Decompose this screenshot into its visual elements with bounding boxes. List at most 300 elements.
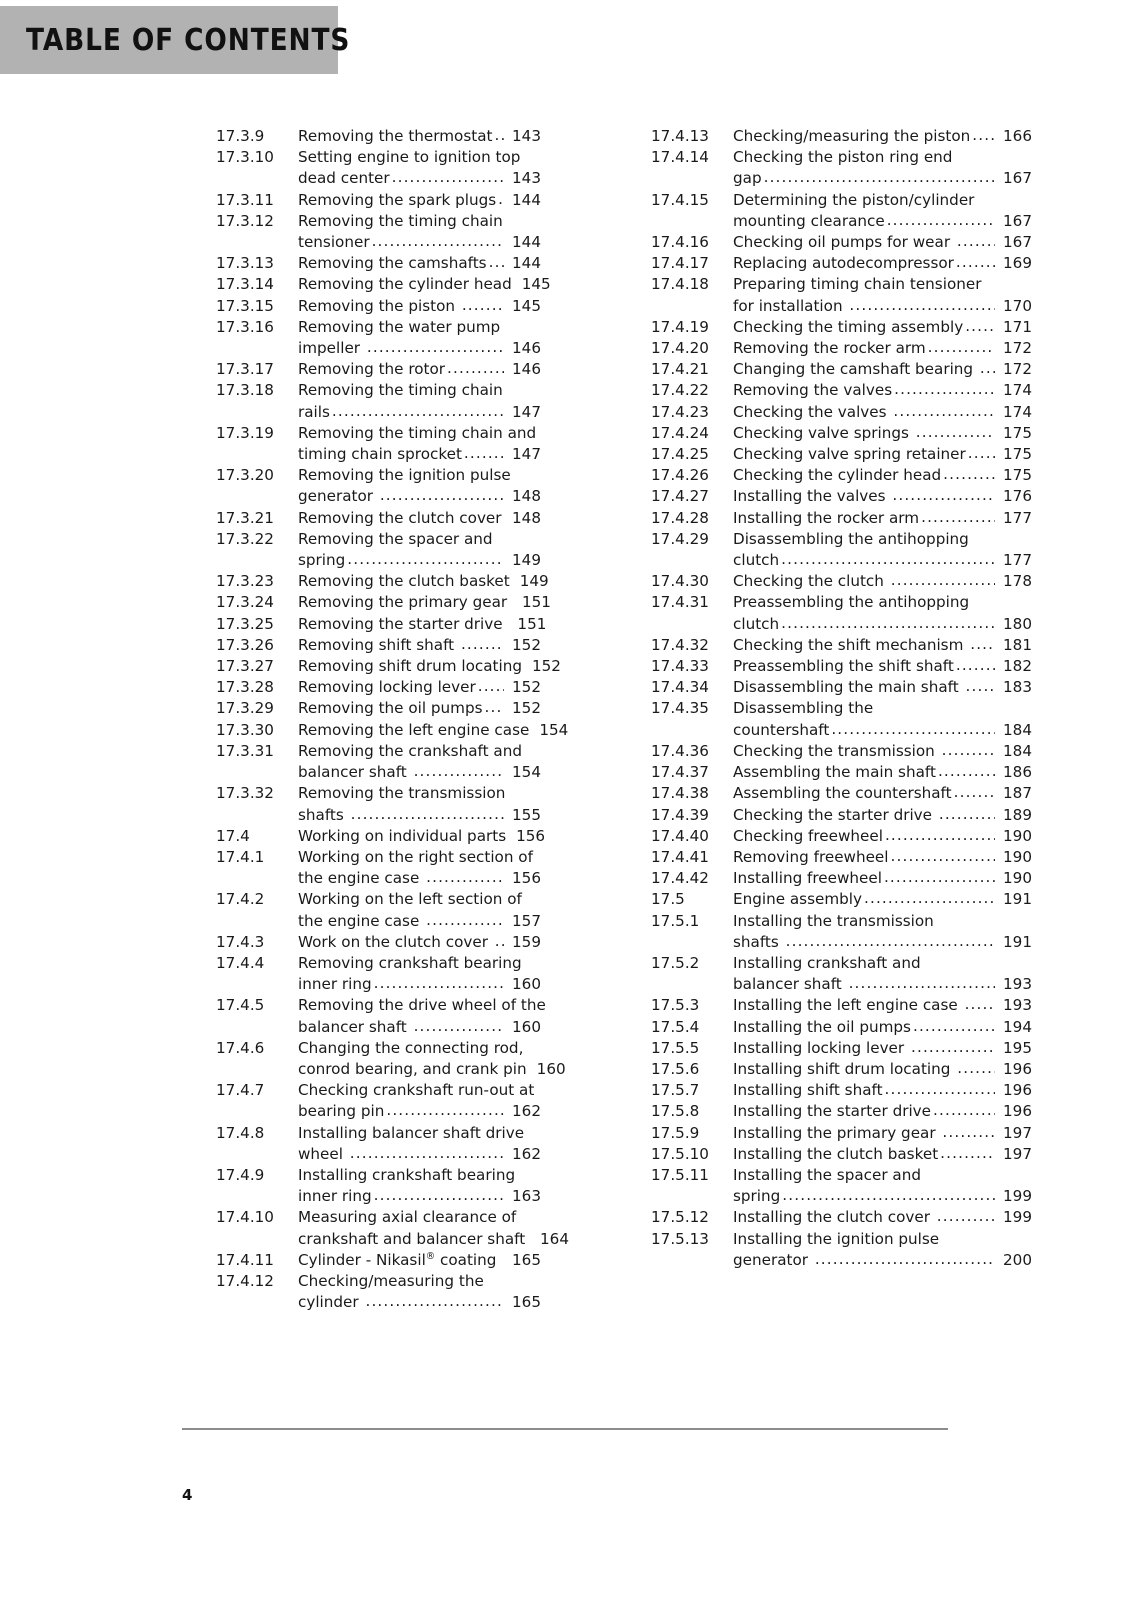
toc-leader-dots	[970, 634, 995, 655]
toc-entry[interactable]	[651, 1101, 1032, 1122]
toc-entry-number: 17.5.13	[651, 1229, 709, 1248]
toc-entry-text: cylinder	[298, 1293, 364, 1312]
toc-entry[interactable]	[651, 868, 1032, 889]
toc-entry[interactable]	[216, 1250, 541, 1271]
toc-entry-number: 17.4	[216, 826, 250, 845]
toc-entry-line	[733, 465, 1032, 486]
toc-entry-line	[733, 911, 1032, 932]
toc-entry-text: Replacing autodecompressor	[733, 254, 954, 273]
footer-page-number: 4	[182, 1486, 193, 1504]
toc-entry-text: Changing the connecting rod,	[298, 1038, 524, 1057]
toc-page-number: 195	[1003, 1038, 1032, 1057]
toc-entry-body	[733, 656, 1032, 677]
toc-entry-line	[733, 317, 1032, 338]
toc-leader-dots	[392, 167, 504, 188]
toc-entry-text: Checking the valves	[733, 402, 892, 421]
toc-leader-dots	[893, 401, 995, 422]
toc-entry-number: 17.3.29	[216, 699, 274, 718]
toc-entry-text: Removing the spark plugs	[298, 190, 497, 209]
toc-entry-text: the engine case	[298, 869, 425, 888]
toc-entry-number: 17.4.37	[651, 763, 709, 782]
toc-leader-dots	[372, 231, 504, 252]
toc-entry-body	[733, 190, 1032, 232]
toc-page-number: 160	[512, 975, 541, 994]
toc-entry-text: Installing crankshaft bearing	[298, 1165, 516, 1184]
toc-leader-dots	[347, 549, 504, 570]
toc-entry[interactable]	[651, 444, 1032, 465]
toc-entry[interactable]	[651, 1059, 1032, 1080]
toc-leader-dots	[461, 634, 504, 655]
toc-entry-line	[298, 359, 541, 380]
toc-entry[interactable]	[651, 380, 1032, 401]
toc-entry-body	[733, 868, 1032, 889]
toc-entry[interactable]	[216, 592, 551, 613]
toc-leader-dots	[972, 125, 995, 146]
toc-page-number: 148	[512, 508, 541, 527]
toc-entry[interactable]	[651, 147, 1032, 189]
toc-entry-number: 17.3.11	[216, 190, 274, 209]
toc-page-number: 178	[1003, 572, 1032, 591]
toc-entry-number: 17.4.26	[651, 466, 709, 485]
toc-entry[interactable]	[216, 720, 569, 741]
toc-leader-dots	[485, 697, 504, 718]
toc-entry-text: Removing the clutch cover	[298, 508, 502, 527]
toc-entry-number: 17.4.10	[216, 1208, 274, 1227]
toc-entry[interactable]	[651, 953, 1032, 995]
toc-entry-text: the engine case	[298, 911, 425, 930]
toc-entry-body	[298, 592, 551, 613]
toc-leader-dots	[849, 973, 995, 994]
toc-entry-body	[733, 889, 1032, 910]
toc-entry-text: Installing the starter drive	[733, 1102, 932, 1121]
toc-leader-dots	[478, 676, 504, 697]
toc-entry-body	[733, 232, 1032, 253]
toc-entry[interactable]	[651, 762, 1032, 783]
toc-page-number: 152	[512, 635, 541, 654]
toc-entry-body	[733, 402, 1032, 423]
toc-page-number: 177	[1003, 508, 1032, 527]
toc-entry-line	[298, 380, 541, 401]
toc-entry-line	[298, 402, 541, 423]
toc-entry-line	[733, 1207, 1032, 1228]
toc-entry[interactable]	[216, 656, 561, 677]
toc-entry-number: 17.4.11	[216, 1250, 274, 1269]
toc-page-number: 183	[1003, 678, 1032, 697]
toc-entry[interactable]	[651, 889, 1032, 910]
toc-entry-number: 17.3.10	[216, 148, 274, 167]
toc-entry[interactable]	[216, 359, 541, 380]
toc-leader-dots	[916, 422, 995, 443]
toc-entry-line	[733, 1250, 1032, 1271]
toc-entry[interactable]	[651, 1165, 1032, 1207]
toc-entry-line	[298, 783, 541, 804]
toc-entry[interactable]	[216, 614, 547, 635]
toc-entry[interactable]	[651, 656, 1032, 677]
toc-page-number: 146	[512, 339, 541, 358]
toc-entry-body	[733, 1101, 1032, 1122]
toc-entry[interactable]	[216, 889, 541, 931]
toc-page-number: 156	[516, 826, 546, 845]
toc-page-number: 160	[536, 1059, 566, 1078]
toc-entry-body	[733, 635, 1032, 656]
toc-entry[interactable]	[216, 677, 541, 698]
toc-entry-line	[298, 211, 541, 232]
toc-entry-text: Removing the piston	[298, 296, 460, 315]
toc-entry-line	[733, 486, 1032, 507]
toc-entry-text: Measuring axial clearance of	[298, 1208, 517, 1227]
toc-entry[interactable]	[651, 1017, 1032, 1038]
toc-entry-text: Removing the valves	[733, 381, 893, 400]
toc-page-number: 189	[1003, 805, 1032, 824]
toc-entry[interactable]	[651, 1144, 1032, 1165]
toc-entry-text: Installing the rocker arm	[733, 508, 920, 527]
toc-entry-text: balancer shaft	[298, 1017, 412, 1036]
toc-entry[interactable]	[651, 1229, 1032, 1271]
toc-entry-text: Checking the timing assembly	[733, 317, 964, 336]
toc-entry-line	[733, 592, 1032, 613]
toc-entry-number: 17.4.23	[651, 402, 709, 421]
toc-entry[interactable]	[651, 190, 1032, 232]
toc-entry-line	[733, 889, 1032, 910]
toc-entry[interactable]	[216, 529, 541, 571]
toc-leader-dots	[954, 782, 995, 803]
toc-entry-text: Installing locking lever	[733, 1038, 909, 1057]
toc-page-number: 156	[512, 869, 541, 888]
toc-entry[interactable]	[216, 465, 541, 507]
toc-entry-line	[298, 508, 541, 529]
toc-entry-body	[298, 995, 546, 1037]
registered-trademark-symbol: ®	[425, 1250, 436, 1262]
toc-entry[interactable]	[216, 1207, 570, 1249]
toc-entry-text: conrod bearing, and crank pin	[298, 1059, 527, 1078]
toc-leader-dots	[939, 804, 995, 825]
toc-page-number: 144	[512, 233, 541, 252]
toc-entry[interactable]	[651, 402, 1032, 423]
toc-entry-number: 17.4.27	[651, 487, 709, 506]
toc-entry-line	[298, 932, 541, 953]
toc-entry[interactable]	[651, 232, 1032, 253]
toc-leader-dots	[786, 931, 995, 952]
toc-entry[interactable]	[216, 190, 541, 211]
toc-leader-dots	[956, 655, 995, 676]
toc-leader-dots	[831, 719, 995, 740]
toc-entry-line	[298, 656, 561, 677]
toc-entry-line	[733, 826, 1032, 847]
toc-page-number: 148	[512, 487, 541, 506]
toc-entry[interactable]	[216, 741, 541, 783]
toc-entry-line	[733, 953, 1032, 974]
toc-page-number: 151	[517, 614, 547, 633]
toc-page-number: 193	[1003, 996, 1032, 1015]
toc-entry-line	[298, 126, 541, 147]
toc-page-number: 175	[1003, 423, 1032, 442]
toc-leader-dots	[957, 1058, 995, 1079]
toc-entry-body	[298, 274, 551, 295]
toc-entry[interactable]	[216, 1271, 541, 1313]
toc-entry-line	[733, 1059, 1032, 1080]
toc-page-number: 167	[1003, 211, 1032, 230]
toc-entry[interactable]	[216, 571, 549, 592]
toc-entry-text: Installing the oil pumps	[733, 1017, 911, 1036]
toc-entry-number: 17.4.40	[651, 826, 709, 845]
toc-entry-number: 17.4.41	[651, 847, 709, 866]
toc-page-number: 171	[1003, 317, 1032, 336]
toc-entry[interactable]	[216, 847, 541, 889]
toc-entry[interactable]	[651, 1038, 1032, 1059]
toc-entry-text: Checking crankshaft run-out at	[298, 1081, 535, 1100]
toc-entry[interactable]	[651, 317, 1032, 338]
toc-entry-number: 17.3.13	[216, 254, 274, 273]
toc-entry-text: Changing the camshaft bearing	[733, 360, 978, 379]
toc-entry-text: Installing shift drum locating	[733, 1059, 956, 1078]
toc-entry-line	[298, 677, 541, 698]
toc-page-number: 152	[512, 699, 541, 718]
toc-entry-text: Removing the clutch basket	[298, 572, 510, 591]
toc-page-number: 144	[512, 190, 541, 209]
toc-entry-line	[298, 1250, 541, 1271]
toc-entry-number: 17.3.27	[216, 657, 274, 676]
toc-entry-number: 17.4.21	[651, 360, 709, 379]
toc-entry-number: 17.4.31	[651, 593, 709, 612]
toc-entry-line	[733, 211, 1032, 232]
toc-leader-dots	[414, 761, 504, 782]
toc-entry-number: 17.3.15	[216, 296, 274, 315]
toc-entry-body	[733, 847, 1032, 868]
toc-leader-dots	[426, 910, 504, 931]
toc-leader-dots	[891, 570, 995, 591]
toc-leader-dots	[965, 994, 995, 1015]
toc-entry-text: Removing the timing chain	[298, 211, 503, 230]
toc-entry-body	[298, 741, 541, 783]
toc-entry[interactable]	[216, 826, 546, 847]
toc-entry[interactable]	[651, 592, 1032, 634]
toc-entry-body	[733, 126, 1032, 147]
toc-entry[interactable]	[651, 126, 1032, 147]
toc-entry[interactable]	[216, 317, 541, 359]
toc-entry-line	[298, 1038, 541, 1059]
toc-entry-number: 17.4.29	[651, 529, 709, 548]
toc-entry-text: Checking the piston ring end	[733, 148, 953, 167]
toc-entry-number: 17.4.22	[651, 381, 709, 400]
page-title: TABLE OF CONTENTS	[26, 22, 351, 58]
toc-entry[interactable]	[651, 423, 1032, 444]
toc-entry-text: Working on the right section of	[298, 847, 533, 866]
toc-entry[interactable]	[216, 211, 541, 253]
toc-entry-line	[298, 529, 541, 550]
toc-entry-line	[733, 1101, 1032, 1122]
toc-page-number: 145	[512, 296, 541, 315]
toc-page-number: 165	[512, 1250, 541, 1269]
toc-entry[interactable]	[651, 805, 1032, 826]
toc-entry-body	[733, 1144, 1032, 1165]
toc-entry-text: gap	[733, 169, 762, 188]
toc-page-number: 193	[1003, 975, 1032, 994]
toc-entry-body	[298, 889, 541, 931]
toc-entry-line	[733, 402, 1032, 423]
toc-entry-number: 17.4.15	[651, 190, 709, 209]
toc-entry[interactable]	[216, 698, 541, 719]
toc-page-number: 172	[1003, 339, 1032, 358]
toc-entry[interactable]	[216, 1165, 541, 1207]
toc-entry[interactable]	[216, 953, 541, 995]
toc-entry-number: 17.3.30	[216, 720, 274, 739]
toc-entry[interactable]	[216, 126, 541, 147]
toc-entry-body	[733, 508, 1032, 529]
toc-entry-body	[298, 211, 541, 253]
toc-leader-dots	[933, 1100, 995, 1121]
toc-entry[interactable]	[651, 529, 1032, 571]
toc-entry-text: Disassembling the	[733, 699, 874, 718]
toc-entry[interactable]	[651, 465, 1032, 486]
toc-entry-number: 17.5.9	[651, 1123, 700, 1142]
toc-entry-line	[298, 614, 547, 635]
toc-entry[interactable]	[651, 486, 1032, 507]
toc-entry-number: 17.4.39	[651, 805, 709, 824]
toc-entry-text: generator	[298, 487, 378, 506]
toc-entry-line	[733, 1017, 1032, 1038]
toc-entry-number: 17.3.19	[216, 423, 274, 442]
toc-entry-number: 17.4.14	[651, 148, 709, 167]
toc-leader-dots	[928, 337, 995, 358]
toc-entry[interactable]	[651, 741, 1032, 762]
toc-entry[interactable]	[216, 1123, 541, 1165]
toc-entry-text: clutch	[733, 551, 780, 570]
toc-entry-body	[733, 359, 1032, 380]
toc-entry-number: 17.4.34	[651, 678, 709, 697]
toc-entry[interactable]	[216, 1038, 566, 1080]
toc-entry-line	[298, 974, 541, 995]
toc-entry[interactable]	[216, 635, 541, 656]
toc-entry[interactable]	[216, 508, 541, 529]
footer-divider	[182, 1428, 948, 1430]
toc-entry[interactable]	[216, 932, 541, 953]
toc-page-number: 191	[1003, 932, 1032, 951]
toc-entry-body	[298, 720, 569, 741]
toc-entry[interactable]	[651, 1123, 1032, 1144]
toc-page-number: 169	[1003, 254, 1032, 273]
toc-page-number: 177	[1003, 551, 1032, 570]
toc-page-number: 162	[512, 1102, 541, 1121]
toc-entry-number: 17.4.1	[216, 847, 265, 866]
toc-entry[interactable]	[651, 508, 1032, 529]
toc-entry[interactable]	[216, 423, 541, 465]
toc-entry-line	[733, 253, 1032, 274]
toc-entry[interactable]	[216, 147, 541, 189]
toc-entry-text: Installing balancer shaft drive	[298, 1123, 525, 1142]
toc-entry[interactable]	[651, 698, 1032, 740]
toc-entry-body	[298, 359, 541, 380]
toc-entry-body	[733, 486, 1032, 507]
toc-entry[interactable]	[216, 380, 541, 422]
toc-entry[interactable]	[651, 847, 1032, 868]
toc-entry-text: Removing the timing chain	[298, 381, 503, 400]
toc-entry[interactable]	[651, 359, 1032, 380]
toc-entry[interactable]	[651, 1207, 1032, 1228]
toc-entry-line	[298, 805, 541, 826]
toc-page-number: 149	[512, 551, 541, 570]
toc-entry[interactable]	[651, 911, 1032, 953]
toc-page-number: 162	[512, 1144, 541, 1163]
toc-entry[interactable]	[216, 1080, 541, 1122]
toc-entry-text: Checking the clutch	[733, 572, 889, 591]
toc-entry[interactable]	[216, 253, 541, 274]
toc-entry-body	[298, 1038, 566, 1080]
toc-entry-line	[298, 1229, 570, 1250]
toc-entry-number: 17.4.4	[216, 953, 265, 972]
toc-entry[interactable]	[651, 677, 1032, 698]
toc-entry-body	[733, 698, 1032, 740]
toc-entry-body	[733, 253, 1032, 274]
toc-entry[interactable]	[651, 826, 1032, 847]
toc-entry[interactable]	[651, 571, 1032, 592]
toc-leader-dots	[968, 443, 995, 464]
toc-entry-line	[733, 359, 1032, 380]
toc-entry-text: Removing locking lever	[298, 678, 476, 697]
toc-entry-body	[298, 698, 541, 719]
toc-entry[interactable]	[216, 783, 541, 825]
toc-entry-line	[733, 762, 1032, 783]
toc-entry-line	[733, 932, 1032, 953]
toc-page-number: 176	[1003, 487, 1032, 506]
toc-entry-number: 17.5.7	[651, 1081, 700, 1100]
toc-entry-line	[298, 720, 569, 741]
toc-entry[interactable]	[651, 338, 1032, 359]
toc-entry-number: 17.5	[651, 890, 685, 909]
toc-entry[interactable]	[216, 995, 546, 1037]
toc-entry[interactable]	[651, 274, 1032, 316]
toc-entry[interactable]	[216, 274, 551, 295]
toc-entry[interactable]	[651, 1080, 1032, 1101]
toc-entry-body	[733, 317, 1032, 338]
toc-entry-line	[733, 805, 1032, 826]
toc-entry[interactable]	[651, 635, 1032, 656]
toc-entry[interactable]	[651, 995, 1032, 1016]
toc-entry-text: spring	[298, 551, 346, 570]
toc-entry-number: 17.4.2	[216, 890, 265, 909]
toc-leader-dots	[503, 1249, 504, 1270]
toc-entry[interactable]	[651, 783, 1032, 804]
toc-entry-number: 17.4.32	[651, 635, 709, 654]
toc-entry-text: Preassembling the antihopping	[733, 593, 970, 612]
toc-entry-text: inner ring	[298, 1187, 372, 1206]
toc-entry[interactable]	[216, 296, 541, 317]
toc-entry-text: mounting clearance	[733, 211, 885, 230]
toc-entry-text: tensioner	[298, 233, 370, 252]
toc-entry-text: Checking the cylinder head	[733, 466, 942, 485]
toc-entry-body	[298, 1207, 570, 1249]
toc-entry-text: Installing the ignition pulse	[733, 1229, 940, 1248]
toc-entry-line	[733, 508, 1032, 529]
toc-entry-number: 17.5.3	[651, 996, 700, 1015]
toc-entry-line	[298, 168, 541, 189]
toc-leader-dots	[815, 1249, 995, 1270]
toc-page-number: 174	[1003, 402, 1032, 421]
toc-leader-dots	[447, 358, 504, 379]
toc-entry-line	[298, 889, 541, 910]
toc-entry-text: Installing the primary gear	[733, 1123, 941, 1142]
toc-entry-text: Setting engine to ignition top	[298, 148, 521, 167]
toc-entry[interactable]	[651, 253, 1032, 274]
toc-entry-text: Installing shift shaft	[733, 1081, 883, 1100]
toc-entry-text: Removing the camshafts	[298, 254, 487, 273]
toc-entry-body	[298, 465, 541, 507]
toc-entry-body	[733, 1123, 1032, 1144]
toc-leader-dots	[957, 231, 995, 252]
toc-entry-body	[733, 274, 1032, 316]
toc-entry-body	[733, 1059, 1032, 1080]
toc-entry-line	[298, 317, 541, 338]
toc-entry-number: 17.4.19	[651, 317, 709, 336]
